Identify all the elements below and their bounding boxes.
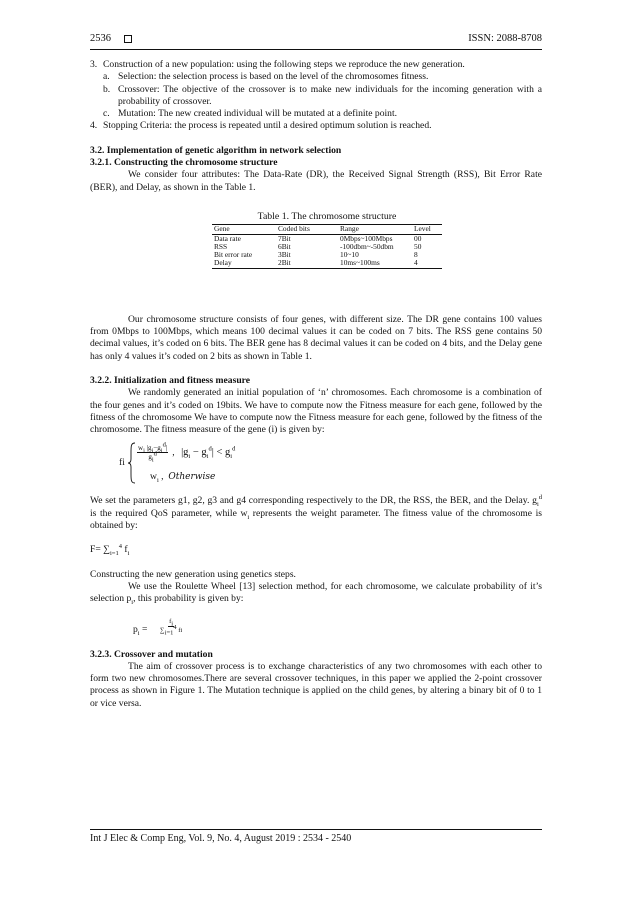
list-text: Crossover: The objective of the crossover is to make new individuals for the incoming generation with a probability of crossover. — [118, 83, 542, 107]
table — [212, 224, 442, 268]
column-header: Level — [414, 224, 431, 234]
chromosome-table — [212, 211, 442, 269]
list-text: Stopping Criteria: the process is repeated until a desired optimum solution is reached. — [103, 120, 432, 132]
subsection-heading: 3.2.1. Constructing the chromosome structure — [90, 157, 278, 169]
table-cell: 7Bit — [278, 233, 291, 243]
table-cell: 8 — [414, 250, 418, 260]
paragraph: The aim of crossover process is to exchange characteristics of any two chromosomes with each other to form two new chromosomes.There are several crossover techniques, in this paper we applied the 2-point crossover process as shown in Figure 1. The Mutation technique is applied on the child genes, by altering a binary bit of 0 to 1 or vice versa. — [90, 660, 542, 709]
column-header: Range — [340, 224, 359, 234]
list-item — [90, 108, 542, 120]
formula-fraction: $\frac{f_i}{\sum_{i=1}^4 fi}$ — [160, 617, 183, 636]
table-cell: -100dbm~-50dbm — [340, 241, 394, 251]
text-run: is the required QoS parameter, while w — [90, 507, 248, 519]
fraction-numerator: f — [169, 617, 172, 625]
list-number: a. — [103, 71, 110, 83]
fraction-numerator: w — [138, 444, 144, 453]
otherwise-label: Otherwise — [168, 472, 216, 483]
formula-condition: $|g_i - g_i^d| < g_i^d$ — [181, 445, 236, 460]
fraction-denominator: g — [148, 453, 152, 462]
left-brace-icon — [127, 442, 137, 484]
sum-upper: 4 — [118, 543, 122, 551]
selection-probability-formula — [133, 616, 542, 640]
formula-lhs: p — [133, 623, 138, 635]
formula-lhs-sub: i — [137, 629, 140, 637]
table-cell: 3Bit — [278, 250, 291, 260]
square-icon — [124, 35, 132, 43]
table-cell: 2Bit — [278, 258, 291, 268]
table-cell: 4 — [414, 258, 418, 268]
formula-fraction: $\frac{w_i |g_i-g_i^d|}{g_i^d}$ — [138, 442, 168, 464]
issn-label: ISSN: 2088-8708 — [468, 33, 542, 44]
list-number: c. — [103, 108, 110, 120]
table-row — [212, 259, 442, 268]
subsection-heading: 3.2.3. Crossover and mutation — [90, 648, 213, 660]
table-cell: 10ms~100ms — [340, 258, 380, 268]
formula-case-1: $\frac{w_i |g_i-g_i^d|}{g_i^d}$ , $|g_i - g_i^d| < g_i^d$ — [138, 442, 236, 464]
text-run: We set the parameters g1, g2, g3 and g4 corresponding respectively to the DR, the RSS, the BER, and the Delay. g — [90, 495, 537, 507]
list-number: b. — [103, 83, 111, 95]
formula-rhs-sub: i — [127, 550, 130, 558]
paragraph: We set the parameters g1, g2, g3 and g4 corresponding respectively to the DR, the RSS, the BER, and the Delay. $g_i^d$ is the required QoS parameter, while $w_i$ represents the weight parameter. The fitness value of the chromosome is obtained by: — [90, 494, 542, 532]
fraction-denominator-rest: fi — [176, 626, 183, 634]
page-footer: Int J Elec & Comp Eng, Vol. 9, No. 4, August 2019 : 2534 - 2540 — [90, 833, 352, 844]
text-run: represents the weight parameter. The fitness value of the chromosome is obtained by: — [90, 507, 542, 532]
column-header: Coded bits — [278, 224, 310, 234]
fraction-numerator-rest: |g — [144, 444, 152, 453]
list-text: Selection: the selection process is based on the level of the chromosomes fitness. — [118, 71, 429, 83]
table-header-row — [212, 225, 442, 234]
column-header: Gene — [214, 224, 230, 234]
table-cell: Data rate — [214, 233, 241, 243]
list-item — [90, 59, 542, 71]
paragraph: Our chromosome structure consists of four genes, with different size. The DR gene contains 100 values from 0Mbps to 100Mbps, which means 100 decimal values it can be coded on 7 bits. The RSS gene contains 50 decimal values, it’s coded on 6 bits. The BER gene has 8 decimal values it can be coded on 4 bits, and the Delay gene has only 4 values it’s coded on 2 bits as shown in Table 1. — [90, 313, 542, 362]
table-cell: Bit error rate — [214, 250, 253, 260]
formula-lhs: fi — [119, 457, 125, 469]
page-body — [90, 59, 542, 710]
fraction-denominator: ∑ — [160, 626, 165, 634]
list-number: 4. — [90, 120, 98, 132]
list-item — [90, 120, 542, 132]
section-heading: 3.2. Implementation of genetic algorithm in network selection — [90, 144, 342, 156]
table-cell: 6Bit — [278, 241, 291, 251]
list-number: 3. — [90, 59, 98, 70]
table-cell: RSS — [214, 241, 228, 251]
table-cell: Delay — [214, 258, 232, 268]
paragraph: Constructing the new generation using genetics steps. — [90, 568, 296, 580]
paragraph: We consider four attributes: The Data-Rate (DR), the Received Signal Strength (RSS), Bit Error Rate (BER), and Delay, as shown in the Table 1. — [90, 169, 542, 193]
weight-symbol: w — [150, 471, 157, 483]
subsection-heading: 3.2.2. Initialization and fitness measure — [90, 374, 250, 386]
paragraph: We randomly generated an initial population of ‘n’ chromosomes. Each chromosome is a combination of the four genes and it’s coded on 19bits. We have to compute now the Fitness measure for each gene, followed by the fitness of the chromosome We have to compute now the Fitness measure for each gene, followed by the fitness of the chromosome. The fitness measure of the gene (i) is given by: — [90, 387, 542, 436]
list-item — [90, 71, 542, 83]
formula-rhs: f — [121, 544, 128, 556]
text-run: , this probability is given by: — [133, 593, 244, 605]
table-cell: 00 — [414, 233, 422, 243]
formula-lhs: F= ∑ — [90, 544, 110, 556]
table-caption: Table 1. The chromosome structure — [257, 210, 397, 222]
list-text: Construction of a new population: using the following steps we reproduce the new generation. — [103, 59, 465, 70]
table-cell: 10~10 — [340, 250, 359, 260]
condition-text: |g — [181, 446, 189, 458]
table-cell: 0Mbps~100Mbps — [340, 233, 393, 243]
sum-lower: i=1 — [109, 550, 119, 558]
chromosome-fitness-formula — [90, 544, 542, 556]
page-header — [90, 33, 542, 44]
list-item — [90, 84, 542, 109]
text-run: We use the Roulette Wheel [13] selection method, for each chromosome, we calculate probability of it’s selection p — [90, 580, 542, 605]
fitness-formula — [90, 442, 542, 486]
formula-case-2: $w_i$ , Otherwise — [150, 471, 216, 485]
equals-sign: = — [139, 623, 148, 635]
page-number: 2536 — [90, 33, 111, 44]
footer-rule — [90, 829, 542, 830]
table-row — [212, 251, 442, 259]
paragraph: We use the Roulette Wheel [13] selection method, for each chromosome, we calculate probability of it’s selection $p_i$, this probability is given by: — [90, 580, 542, 607]
header-rule — [90, 49, 542, 50]
list-text: Mutation: The new created individual will be mutated at a definite point. — [118, 108, 398, 120]
table-row — [212, 234, 442, 243]
table-cell: 50 — [414, 241, 422, 251]
